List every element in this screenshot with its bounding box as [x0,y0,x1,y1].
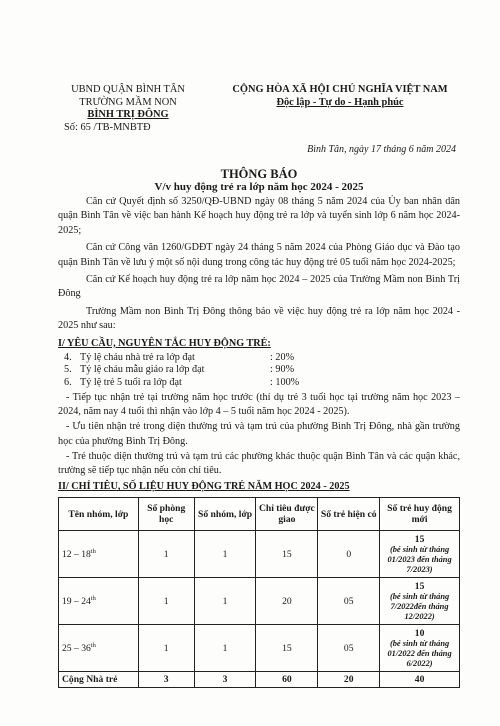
national-heading-block [220,84,460,134]
target-value: : 20% [270,351,295,363]
issuer-block [58,84,198,134]
group-superscript: th [90,641,96,649]
note-priority-residents: - Ưu tiên nhận trẻ trong diện thường trú và tạm trú của phường Bình Trị Đông, nhà gần trường học của phường Bình Trị Đông. [58,421,460,447]
total-classes: 3 [194,672,256,688]
table-row [59,578,460,625]
new-birth-range: (bé sinh từ tháng 01/2023 đến tháng 7/2023) [387,545,452,575]
group-label: 12 – 18 [62,548,91,560]
group-label: 25 – 36 [62,642,91,654]
paragraph-basis-decision: Căn cứ Quyết định số 3250/QĐ-UBND ngày 08 tháng 5 năm 2024 của Ủy ban nhân dân quận Bình Tân về việc ban hành Kế hoạch huy động trẻ ra lớp và tuyển sinh lớp 6 năm học 2024-2025; [58,196,460,236]
group-superscript: th [90,594,96,602]
total-current: 20 [318,672,380,688]
new-count: 15 [414,580,425,592]
column-header: Số trẻ hiện có [318,498,380,531]
rooms-cell: 1 [138,625,194,672]
target-value: : 90% [270,364,295,376]
table-row [59,625,460,672]
nation-name: CỘNG HÒA XÃ HỘI CHỦ NGHĨA VIỆT NAM [232,84,448,95]
column-header: Số trẻ huy động mới [380,498,460,531]
date-line: Bình Tân, ngày 17 tháng 6 năm 2024 [307,144,456,155]
quota-cell: 15 [256,531,318,578]
target-item [64,352,460,365]
target-list [64,352,460,390]
new-enrollment-cell [380,531,460,578]
new-birth-range: (bé sinh từ tháng 01/2022 đến tháng 6/2022) [387,639,452,669]
table-total-row [59,672,460,688]
section2-heading: II/ CHỈ TIÊU, SỐ LIỆU HUY ĐỘNG TRẺ NĂM HỌC 2024 - 2025 [58,481,350,493]
quota-cell: 15 [256,625,318,672]
target-item [64,364,460,377]
new-count: 10 [414,627,425,639]
paragraph-announcement: Trường Mầm non Bình Trị Đông thông báo về việc huy động trẻ ra lớp năm học 2024 - 2025 như sau: [58,305,460,332]
target-number: 6. [64,377,72,389]
target-label: Tỷ lệ trẻ 5 tuổi ra lớp đạt [80,377,182,389]
new-enrollment-cell [380,578,460,625]
note-other-wards: - Trẻ thuộc diện thường trú và tạm trú các phường khác thuộc quận Bình Tân và các quận khác, trường sẽ tiếp tục nhận nếu còn chỉ tiêu. [58,450,460,477]
target-number: 5. [64,364,72,376]
column-header: Tên nhóm, lớp [59,498,139,531]
column-header: Số phòng học [138,498,194,531]
group-cell [59,531,139,578]
new-enrollment-cell [380,625,460,672]
classes-cell: 1 [194,531,256,578]
document-subject: V/v huy động trẻ ra lớp năm học 2024 - 2025 [154,181,364,193]
rooms-cell: 1 [138,578,194,625]
group-label: 19 – 24 [62,595,91,607]
target-number: 4. [64,351,72,363]
school-name-line1: TRƯỜNG MẦM NON [79,96,177,108]
paragraph-basis-official-letter: Căn cứ Công văn 1260/GDĐT ngày 24 tháng 5 năm 2024 của Phòng Giáo dục và Đào tạo quận Bình Tân về lưu ý một số nội dung trong công tác huy động trẻ 05 tuổi năm học 2024-2025; [58,242,460,268]
target-label: Tỷ lệ cháu mẫu giáo ra lớp đạt [80,364,205,376]
total-new: 40 [380,672,460,688]
total-quota: 60 [256,672,318,688]
classes-cell: 1 [194,578,256,625]
target-value: : 100% [270,377,300,389]
current-cell: 0 [318,531,380,578]
target-label: Tỷ lệ cháu nhà trẻ ra lớp đạt [80,351,195,363]
current-cell: 05 [318,578,380,625]
national-motto: Độc lập - Tự do - Hạnh phúc [276,96,404,108]
paragraph-basis-plan: Căn cứ Kế hoạch huy động trẻ ra lớp năm học 2024 – 2025 của Trường Mầm non Bình Trị Đông [58,274,460,300]
target-item [64,377,460,390]
classes-cell: 1 [194,625,256,672]
new-birth-range: (bé sinh từ tháng 7/2022đến tháng 12/2022) [389,592,450,622]
current-cell: 05 [318,625,380,672]
section1-heading: I/ YÊU CẦU, NGUYÊN TẮC HUY ĐỘNG TRẺ: [58,337,271,349]
group-cell [59,578,139,625]
total-rooms: 3 [138,672,194,688]
total-label: Cộng Nhà trẻ [59,672,139,688]
column-header: Chỉ tiêu được giao [256,498,318,531]
school-name-line2: BÌNH TRỊ ĐÔNG [87,109,169,120]
group-superscript: th [90,547,96,555]
enrollment-table [58,497,460,688]
district-name: UBND QUẬN BÌNH TÂN [71,84,185,95]
note-continue-enrollment: - Tiếp tục nhận trẻ tại trường năm học trước (thí dụ trẻ 3 tuổi học tại trường năm học 2023 – 2024, năm nay 4 tuổi thì nhận vào lớp 4 – 5 tuổi năm học 2024 - 2025). [58,392,460,418]
table-row [59,531,460,578]
document-number: Số: 65 /TB-MNBTĐ [64,121,151,133]
rooms-cell: 1 [138,531,194,578]
table-header-row [59,498,460,531]
column-header: Số nhóm, lớp [194,498,256,531]
new-count: 15 [414,533,425,545]
quota-cell: 20 [256,578,318,625]
document-title: THÔNG BÁO [220,167,298,181]
document-header [58,84,460,134]
group-cell [59,625,139,672]
